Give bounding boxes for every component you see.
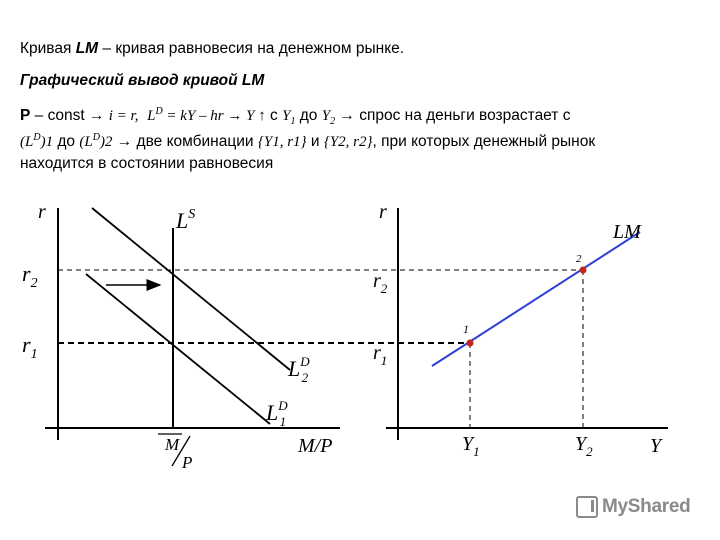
svg-text:M: M <box>165 435 180 454</box>
ld2-inline: $(L^D)2$ <box>79 132 113 150</box>
right-x-axis-label: Y <box>650 435 662 457</box>
ld2-label: $L^D$ 2 <box>288 354 310 385</box>
arrow-y-up: → Y ↑ <box>223 108 266 124</box>
lm-curve-label: LM <box>613 221 641 243</box>
equilibrium-point-2 <box>580 267 587 274</box>
right-r2-label: $r_2$ <box>373 270 388 296</box>
right-y-axis-label: r <box>379 201 387 223</box>
y2-inline: $Y_2$ <box>321 108 336 127</box>
title-lm: LM <box>75 40 99 57</box>
derivation-line-2: $(L^D)1$ до $(L^D)2$ → две комбинации {Y1, r1} и {Y2, r2}, при которых денежный рынок <box>20 132 596 150</box>
money-supply-label: $L^S$ <box>176 207 196 233</box>
y1-inline: $Y_1$ <box>282 108 296 127</box>
myshared-logo-icon <box>576 496 598 518</box>
subtitle: Графический вывод кривой LM <box>20 72 265 89</box>
left-r1-label: $r_1$ <box>22 332 38 362</box>
equilibrium-point-1 <box>467 340 474 347</box>
left-r2-label: $r_2$ <box>22 261 38 291</box>
title-prefix: Кривая <box>20 40 76 57</box>
svg-text:P: P <box>182 453 193 472</box>
y1-tick-label: $Y_1$ <box>462 433 480 459</box>
logo-text: MyShared <box>602 496 691 517</box>
myshared-logo <box>576 494 698 520</box>
ld1-label: $L^D$ 1 <box>266 398 288 429</box>
combo-2: {Y2, r2} <box>323 134 373 150</box>
two-combos-text: → две комбинации <box>112 133 258 150</box>
derivation-line-3: находится в состоянии равновесия <box>20 155 274 172</box>
money-demand-ld2-line <box>92 208 290 370</box>
const-text: – const → <box>30 107 109 124</box>
derivation-line-1: P – const → i = r, $L^D$ = kY – hr → Y ↑ с $Y_1$ до $Y_2$ → спрос на деньги возрастает с <box>20 106 571 127</box>
left-y-axis-label: r <box>38 201 46 223</box>
real-money-supply-label <box>158 434 192 472</box>
equation-ld: $L^D$ = kY – hr <box>147 106 224 124</box>
money-demand-ld1-line <box>86 274 270 424</box>
tail-text: , при которых денежный рынок <box>372 133 596 150</box>
lm-curve-line <box>432 232 640 366</box>
right-graph-lm-curve <box>373 201 668 459</box>
y2-tick-label: $Y_2$ <box>575 433 593 459</box>
left-graph-money-market <box>22 201 340 472</box>
title-suffix: – кривая равновесия на денежном рынке. <box>98 40 405 57</box>
right-r1-label: $r_1$ <box>373 342 388 368</box>
ld1-inline: $(L^D)1$ <box>20 132 54 150</box>
demand-text: → спрос на деньги возрастает с <box>335 107 571 124</box>
point-2-label: 2 <box>576 253 582 265</box>
point-1-label: 1 <box>463 322 469 336</box>
left-x-axis-label: M/P <box>298 435 333 457</box>
p-label: P <box>20 107 31 124</box>
equation-i-r: i = r, <box>108 108 139 124</box>
combo-1: {Y1, r1} <box>257 134 307 150</box>
